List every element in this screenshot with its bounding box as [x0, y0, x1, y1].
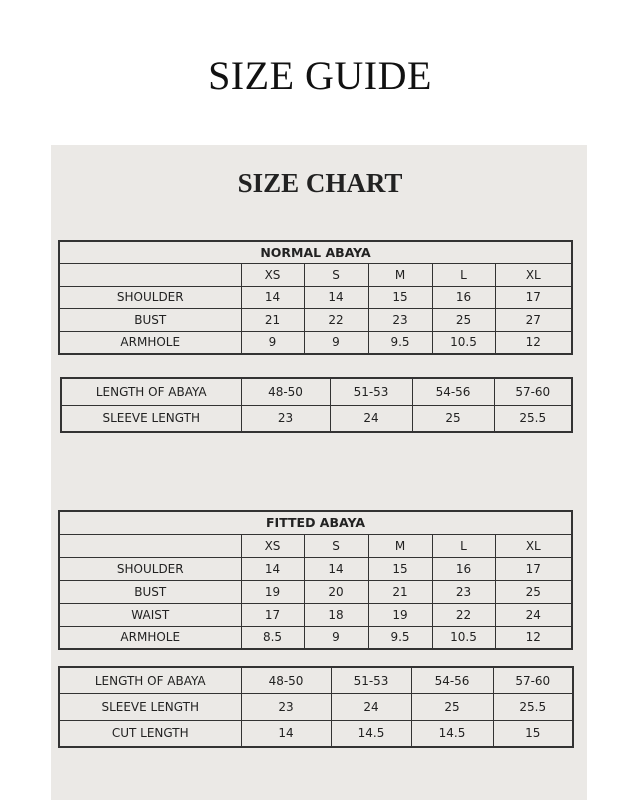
value-cell: 24 — [331, 694, 411, 721]
table-title-row — [59, 511, 572, 534]
value-cell: 10.5 — [432, 331, 495, 354]
value-cell: 19 — [368, 603, 432, 626]
value-cell: 23 — [368, 309, 432, 332]
value-cell: 48-50 — [241, 378, 330, 405]
value-cell: 24 — [495, 603, 572, 626]
value-cell: 18 — [304, 603, 368, 626]
size-header: L — [432, 534, 495, 557]
row-label: SLEEVE LENGTH — [59, 694, 241, 721]
size-header: XL — [495, 534, 572, 557]
value-cell: 25.5 — [493, 694, 573, 721]
value-cell: 14 — [241, 557, 304, 580]
table-row — [59, 331, 572, 354]
value-cell: 19 — [241, 580, 304, 603]
value-cell: 15 — [368, 557, 432, 580]
size-header-row — [59, 264, 572, 287]
value-cell: 16 — [432, 557, 495, 580]
value-cell: 16 — [432, 286, 495, 309]
value-cell: 21 — [368, 580, 432, 603]
row-label: LENGTH OF ABAYA — [59, 667, 241, 694]
row-label: LENGTH OF ABAYA — [61, 378, 241, 405]
table-row — [59, 720, 573, 747]
row-label: WAIST — [59, 603, 241, 626]
value-cell: 17 — [241, 603, 304, 626]
value-cell: 14 — [241, 720, 331, 747]
size-header: M — [368, 534, 432, 557]
value-cell: 54-56 — [411, 667, 493, 694]
table-row — [59, 309, 572, 332]
value-cell: 54-56 — [412, 378, 494, 405]
value-cell: 27 — [495, 309, 572, 332]
table-row — [59, 694, 573, 721]
size-header: XS — [241, 534, 304, 557]
row-label: ARMHOLE — [59, 626, 241, 649]
size-header-row — [59, 534, 572, 557]
size-header: S — [304, 264, 368, 287]
table-row — [59, 603, 572, 626]
value-cell: 9.5 — [368, 626, 432, 649]
value-cell: 15 — [493, 720, 573, 747]
chart-title: SIZE CHART — [237, 168, 403, 198]
value-cell: 9 — [241, 331, 304, 354]
value-cell: 9 — [304, 626, 368, 649]
table-row — [59, 626, 572, 649]
value-cell: 8.5 — [241, 626, 304, 649]
normal-abaya-length-table — [60, 377, 573, 433]
row-label: CUT LENGTH — [59, 720, 241, 747]
row-label: SLEEVE LENGTH — [61, 405, 241, 432]
row-label: ARMHOLE — [59, 331, 241, 354]
fitted-abaya-size-table — [58, 510, 573, 650]
value-cell: 14 — [241, 286, 304, 309]
value-cell: 14.5 — [331, 720, 411, 747]
value-cell: 17 — [495, 557, 572, 580]
value-cell: 48-50 — [241, 667, 331, 694]
row-label: SHOULDER — [59, 286, 241, 309]
value-cell: 25.5 — [494, 405, 572, 432]
value-cell: 57-60 — [493, 667, 573, 694]
value-cell: 51-53 — [330, 378, 412, 405]
size-header: M — [368, 264, 432, 287]
table-title-row — [59, 241, 572, 264]
value-cell: 25 — [412, 405, 494, 432]
table-row — [59, 557, 572, 580]
value-cell: 17 — [495, 286, 572, 309]
row-label: BUST — [59, 309, 241, 332]
table-row — [59, 580, 572, 603]
value-cell: 9.5 — [368, 331, 432, 354]
value-cell: 14 — [304, 557, 368, 580]
value-cell: 10.5 — [432, 626, 495, 649]
value-cell: 14.5 — [411, 720, 493, 747]
row-label: BUST — [59, 580, 241, 603]
value-cell: 51-53 — [331, 667, 411, 694]
size-header: L — [432, 264, 495, 287]
value-cell: 23 — [241, 694, 331, 721]
value-cell: 23 — [432, 580, 495, 603]
corner-cell — [59, 534, 241, 557]
size-header: XS — [241, 264, 304, 287]
value-cell: 23 — [241, 405, 330, 432]
value-cell: 12 — [495, 626, 572, 649]
table-row — [61, 405, 572, 432]
corner-cell — [59, 264, 241, 287]
value-cell: 21 — [241, 309, 304, 332]
row-label: SHOULDER — [59, 557, 241, 580]
fitted-abaya-title: FITTED ABAYA — [59, 511, 572, 534]
size-header: S — [304, 534, 368, 557]
table-row — [59, 667, 573, 694]
value-cell: 9 — [304, 331, 368, 354]
size-header: XL — [495, 264, 572, 287]
value-cell: 12 — [495, 331, 572, 354]
value-cell: 14 — [304, 286, 368, 309]
value-cell: 24 — [330, 405, 412, 432]
normal-abaya-size-table — [58, 240, 573, 355]
value-cell: 15 — [368, 286, 432, 309]
value-cell: 57-60 — [494, 378, 572, 405]
value-cell: 22 — [304, 309, 368, 332]
value-cell: 25 — [411, 694, 493, 721]
table-row — [61, 378, 572, 405]
value-cell: 20 — [304, 580, 368, 603]
page-title: SIZE GUIDE — [208, 53, 432, 98]
value-cell: 25 — [495, 580, 572, 603]
value-cell: 25 — [432, 309, 495, 332]
normal-abaya-title: NORMAL ABAYA — [59, 241, 572, 264]
table-row — [59, 286, 572, 309]
value-cell: 22 — [432, 603, 495, 626]
fitted-abaya-length-table — [58, 666, 574, 748]
